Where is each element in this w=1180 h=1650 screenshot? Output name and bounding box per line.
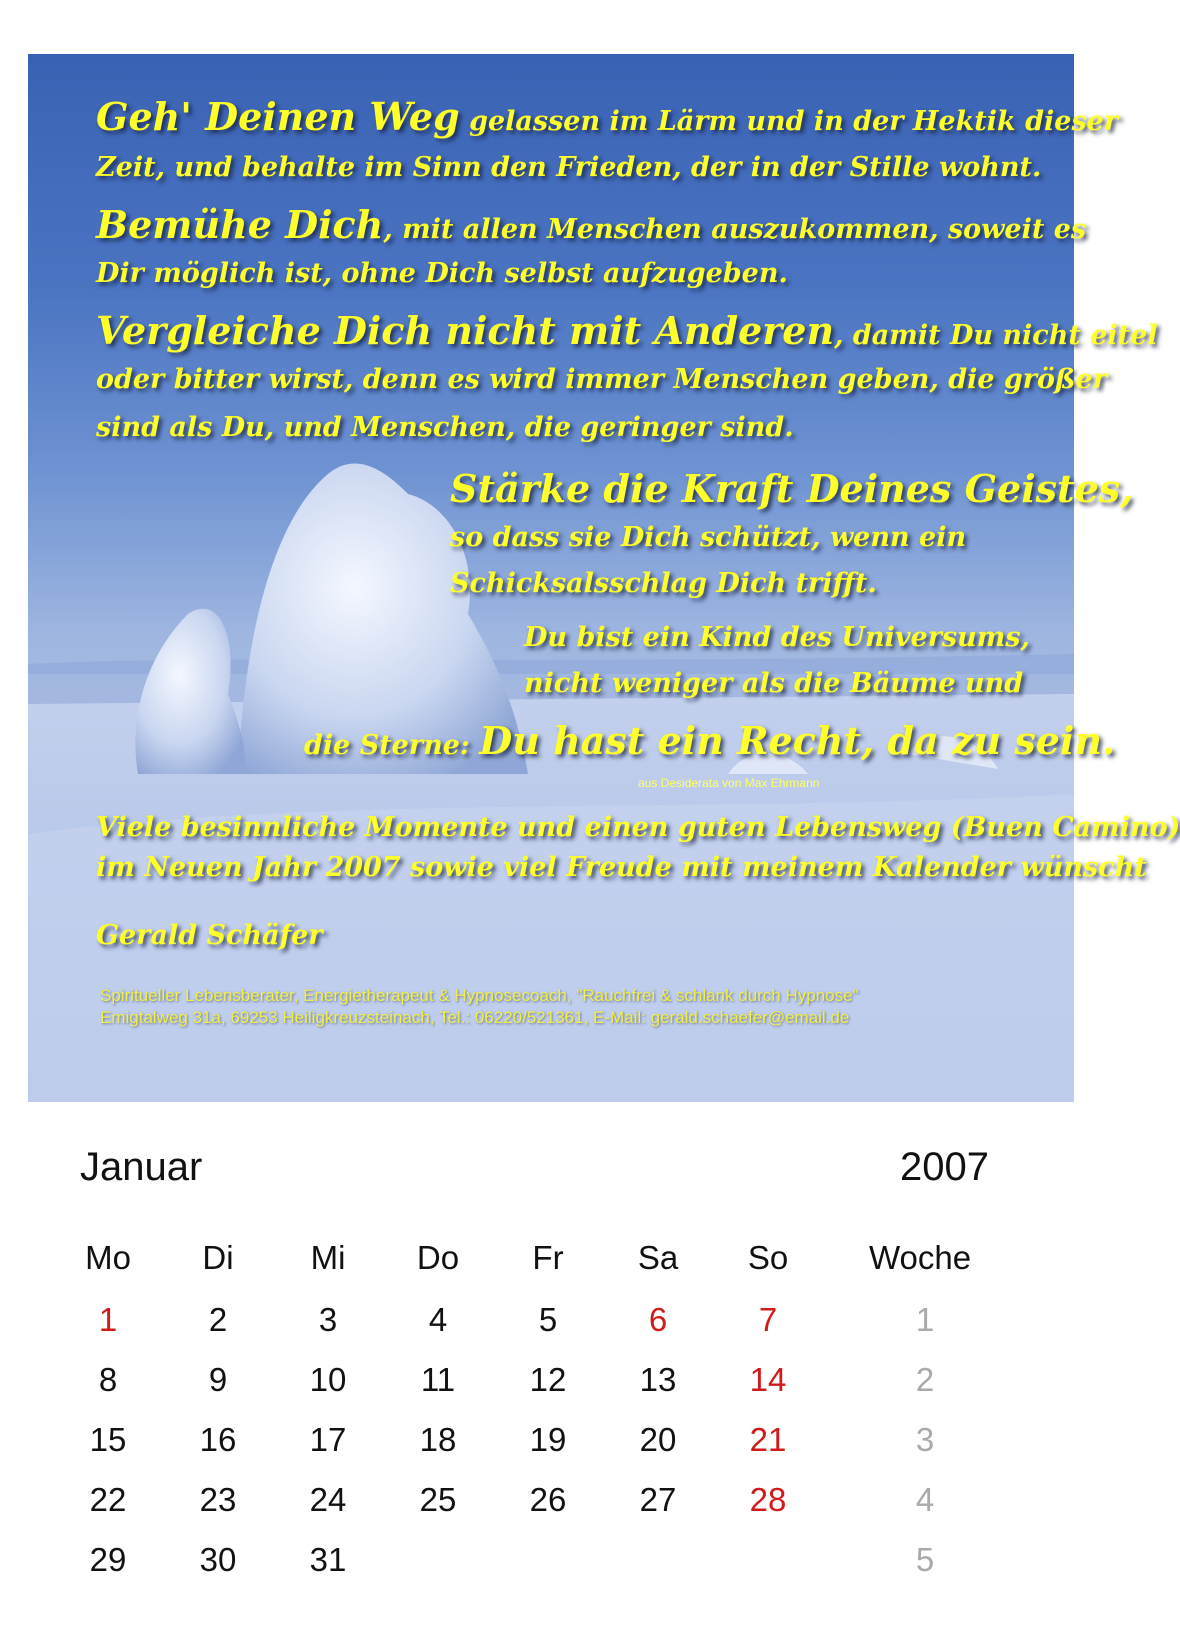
calendar-week-number: 5 [915, 1541, 935, 1578]
calendar-month: Januar [80, 1145, 203, 1189]
calendar-day: 19 [529, 1421, 567, 1458]
quote-line-4: Dir möglich ist, ohne Dich selbst aufzugeben. [96, 258, 788, 289]
weekday-header-di: Di [202, 1239, 234, 1276]
calendar-day: 6 [648, 1301, 668, 1338]
calendar-day: 30 [199, 1541, 237, 1578]
signature: Gerald Schäfer [96, 920, 323, 951]
calendar-day: 10 [309, 1361, 347, 1398]
weekday-header-woche: Woche [868, 1239, 972, 1276]
greeting-line-2: im Neuen Jahr 2007 sowie viel Freude mit meinem Kalender wünscht [96, 852, 1147, 883]
calendar-day: 7 [758, 1301, 778, 1338]
quote-line-12: nicht weniger als die Bäume und [524, 668, 1024, 699]
calendar-day: 26 [529, 1481, 567, 1518]
calendar-day: 22 [89, 1481, 127, 1518]
calendar-week-number: 4 [915, 1481, 935, 1518]
snow-landscape-photo [28, 54, 1180, 1102]
calendar-day: 8 [98, 1361, 118, 1398]
quote-line-6: oder bitter wirst, denn es wird immer Menschen geben, die größer [96, 364, 1107, 395]
quote-line-1: Geh' Deinen Weg gelassen im Lärm und in der Hektik dieser [96, 94, 1119, 139]
calendar-day: 25 [419, 1481, 457, 1518]
calendar-day: 18 [419, 1421, 457, 1458]
calendar-day: 15 [89, 1421, 127, 1458]
quote-line-3: Bemühe Dich, mit allen Menschen auszukommen, soweit es [96, 202, 1087, 247]
calendar-day: 4 [428, 1301, 448, 1338]
calendar-day: 27 [639, 1481, 677, 1518]
greeting-line-1: Viele besinnliche Momente und einen guten Lebensweg (Buen Camino) [96, 812, 1180, 843]
calendar-day: 31 [309, 1541, 347, 1578]
calendar-day: 14 [749, 1361, 787, 1398]
calendar-day: 17 [309, 1421, 347, 1458]
quote-line-10: Schicksalsschlag Dich trifft. [450, 568, 877, 599]
calendar-day: 16 [199, 1421, 237, 1458]
calendar-day: 29 [89, 1541, 127, 1578]
weekday-header-fr: Fr [532, 1239, 564, 1276]
weekday-header-sa: Sa [637, 1239, 679, 1276]
calendar-year: 2007 [900, 1145, 989, 1189]
quote-credit: aus Desiderata von Max Ehrmann [638, 776, 820, 790]
calendar-day: 28 [749, 1481, 787, 1518]
calendar-day: 2 [208, 1301, 228, 1338]
quote-line-2: Zeit, und behalte im Sinn den Frieden, der in der Stille wohnt. [96, 152, 1042, 183]
calendar-day: 1 [98, 1301, 118, 1338]
weekday-header-do: Do [416, 1239, 460, 1276]
quote-line-7: sind als Du, und Menschen, die geringer sind. [96, 412, 794, 443]
calendar-day: 5 [538, 1301, 558, 1338]
calendar-day: 12 [529, 1361, 567, 1398]
calendar-day: 23 [199, 1481, 237, 1518]
weekday-header-mi: Mi [310, 1239, 346, 1276]
quote-line-5: Vergleiche Dich nicht mit Anderen, damit Du nicht eitel [96, 308, 1158, 353]
quote-line-9: so dass sie Dich schützt, wenn ein [450, 522, 967, 553]
calendar-week-number: 2 [915, 1361, 935, 1398]
calendar-day: 3 [318, 1301, 338, 1338]
quote-line-11: Du bist ein Kind des Universums, [524, 622, 1030, 653]
calendar-week-number: 3 [915, 1421, 935, 1458]
calendar-day: 11 [420, 1361, 456, 1398]
calendar-day: 9 [208, 1361, 228, 1398]
footer-line-2: Emigtalweg 31a, 69253 Heiligkreuzsteinach, Tel.: 06220/521361, E-Mail: gerald.schaefer@email.de [100, 1008, 850, 1027]
quote-line-13: die Sterne: Du hast ein Recht, da zu sein. [304, 718, 1116, 763]
weekday-header-mo: Mo [85, 1239, 131, 1276]
calendar-day: 13 [639, 1361, 677, 1398]
calendar-day: 20 [639, 1421, 677, 1458]
weekday-header-so: So [747, 1239, 789, 1276]
calendar-day: 24 [309, 1481, 347, 1518]
footer-line-1: Spiritueller Lebensberater, Energietherapeut & Hypnosecoach, "Rauchfrei & schlank durch Hypnose" [100, 986, 859, 1005]
calendar-day: 21 [749, 1421, 787, 1458]
calendar-week-number: 1 [915, 1301, 935, 1338]
quote-line-8: Stärke die Kraft Deines Geistes, [450, 466, 1134, 511]
